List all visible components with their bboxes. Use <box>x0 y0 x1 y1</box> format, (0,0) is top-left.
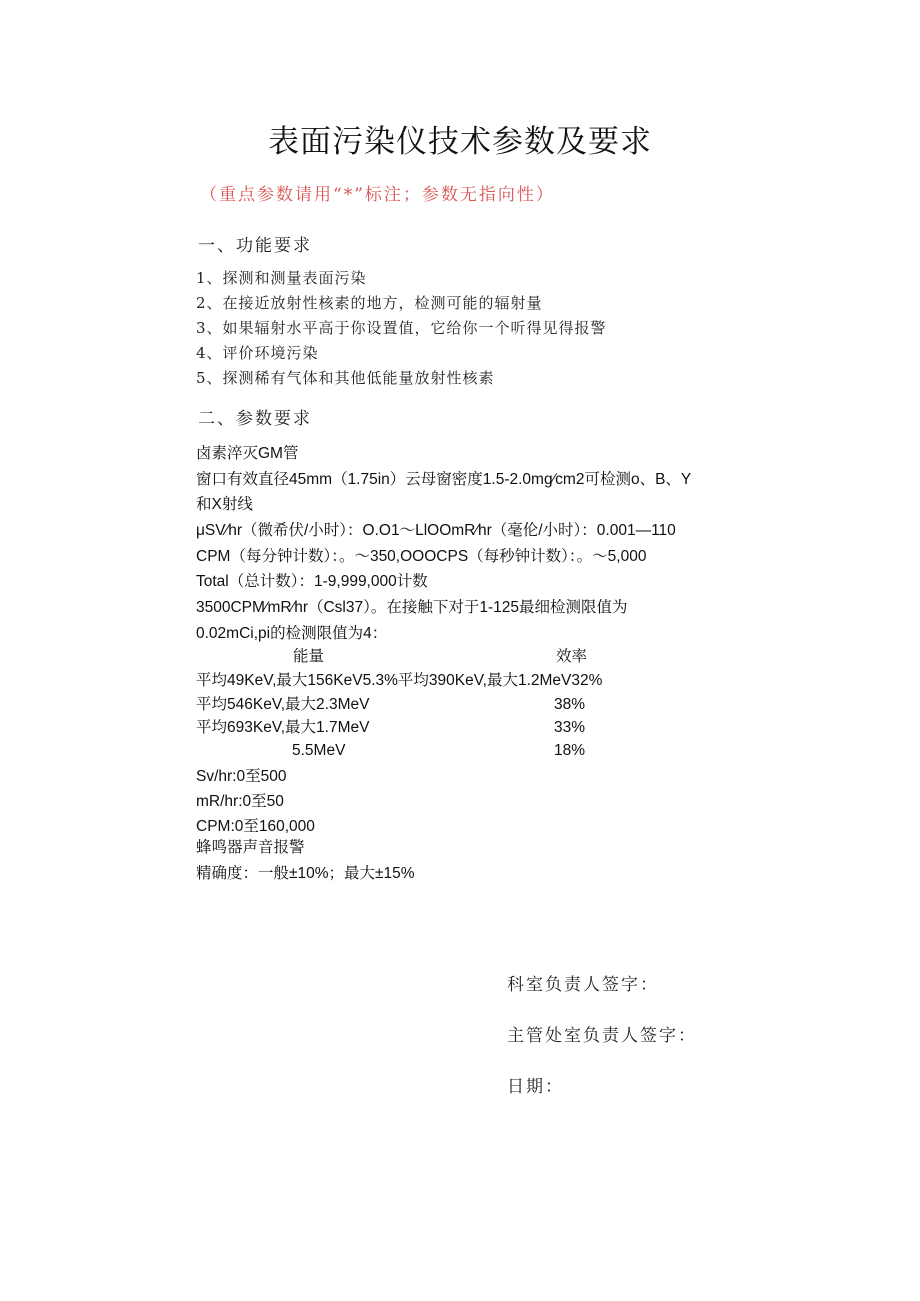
param-line: 卤素淬灭GM管 <box>196 445 299 462</box>
param-line: 0.02mCi,pi的检测限值为4： <box>196 625 388 642</box>
list-item: 5、探测稀有气体和其他低能量放射性核素 <box>196 369 495 387</box>
energy-cell: 平均49KeV,最大156KeV5.3%平均390KeV,最大1.2MeV32% <box>196 672 603 689</box>
param-line: 窗口有效直径45mm（1.75in）云母窗密度1.5-2.0mg∕cm2可检测o、B、Y <box>196 471 692 488</box>
param-line: μSV∕hr（微希伏/小时）：O.O1～LlOOmR∕hr（毫伦/小时）：0.001—110 <box>196 522 676 539</box>
energy-cell: 平均693KeV,最大1.7MeV <box>196 719 370 736</box>
section-heading-parameters: 二、参数要求 <box>198 409 312 429</box>
section-heading-function: 一、功能要求 <box>198 236 312 256</box>
param-line: Total（总计数）：1-9,999,000计数 <box>196 573 428 590</box>
list-item: 3、如果辐射水平高于你设置值，它给你一个听得见得报警 <box>196 319 607 337</box>
list-item: 1、探测和测量表面污染 <box>196 269 367 287</box>
param-line: 蜂鸣器声音报警 <box>196 839 305 856</box>
date-label: 日期： <box>507 1077 564 1097</box>
param-line: 3500CPM∕mR∕hr（Csl37）。在接触下对于1-125最细检测限值为 <box>196 599 628 616</box>
list-item: 2、在接近放射性核素的地方，检测可能的辐射量 <box>196 294 543 312</box>
energy-cell: 5.5MeV <box>292 742 346 759</box>
list-item: 4、评价环境污染 <box>196 344 319 362</box>
energy-cell: 平均546KeV,最大2.3MeV <box>196 696 370 713</box>
efficiency-cell: 33% <box>554 719 586 736</box>
function-requirements-list <box>196 266 607 391</box>
param-line: 和X射线 <box>196 496 253 513</box>
energy-column-header: 能量 <box>293 648 325 665</box>
efficiency-cell: 18% <box>554 742 586 759</box>
document-title: 表面污染仪技术参数及要求 <box>268 124 652 160</box>
param-line: 精确度：一般±10%；最大±15% <box>196 865 415 882</box>
office-head-signature-label: 主管处室负责人签字： <box>507 1026 697 1046</box>
param-line: Sv/hr:0至500 <box>196 768 287 785</box>
param-line: CPM:0至160,000 <box>196 818 315 835</box>
param-line: mR/hr:0至50 <box>196 793 284 810</box>
efficiency-column-header: 效率 <box>556 648 588 665</box>
param-line: CPM（每分钟计数）：。～350,OOOCPS（每秒钟计数）：。～5,000 <box>196 548 647 565</box>
annotation-note: （重点参数请用“*”标注；参数无指向性） <box>200 185 555 205</box>
efficiency-cell: 38% <box>554 696 586 713</box>
dept-head-signature-label: 科室负责人签字： <box>507 975 659 995</box>
